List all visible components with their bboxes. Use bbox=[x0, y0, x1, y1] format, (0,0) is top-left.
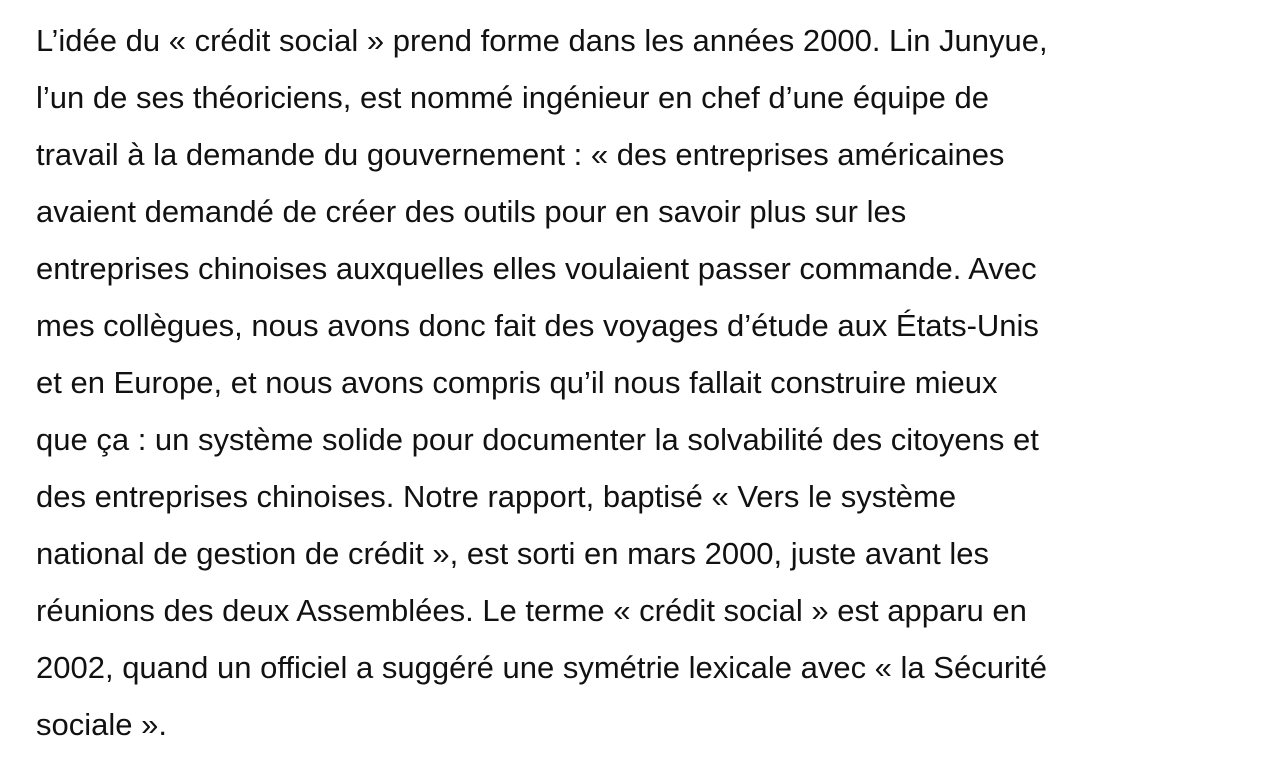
text-line: et en Europe, et nous avons compris qu’il nous fallait construire mieux bbox=[36, 365, 998, 400]
text-line: travail à la demande du gouvernement : « des entreprises américaines bbox=[36, 137, 1005, 172]
text-line: entreprises chinoises auxquelles elles voulaient passer commande. Avec bbox=[36, 251, 1037, 286]
text-line: des entreprises chinoises. Notre rapport, baptisé « Vers le système bbox=[36, 479, 957, 514]
text-line: que ça : un système solide pour documenter la solvabilité des citoyens et bbox=[36, 422, 1039, 457]
text-line: L’idée du « crédit social » prend forme dans les années 2000. Lin Junyue, bbox=[36, 23, 1048, 58]
text-line: mes collègues, nous avons donc fait des voyages d’étude aux États-Unis bbox=[36, 308, 1039, 343]
text-line: avaient demandé de créer des outils pour en savoir plus sur les bbox=[36, 194, 907, 229]
text-line: 2002, quand un officiel a suggéré une symétrie lexicale avec « la Sécurité bbox=[36, 650, 1047, 685]
text-line: l’un de ses théoriciens, est nommé ingénieur en chef d’une équipe de bbox=[36, 80, 990, 115]
text-line: réunions des deux Assemblées. Le terme « crédit social » est apparu en bbox=[36, 593, 1027, 628]
article-paragraph bbox=[36, 12, 1256, 753]
text-line: sociale ». bbox=[36, 707, 167, 742]
text-line: national de gestion de crédit », est sorti en mars 2000, juste avant les bbox=[36, 536, 989, 571]
